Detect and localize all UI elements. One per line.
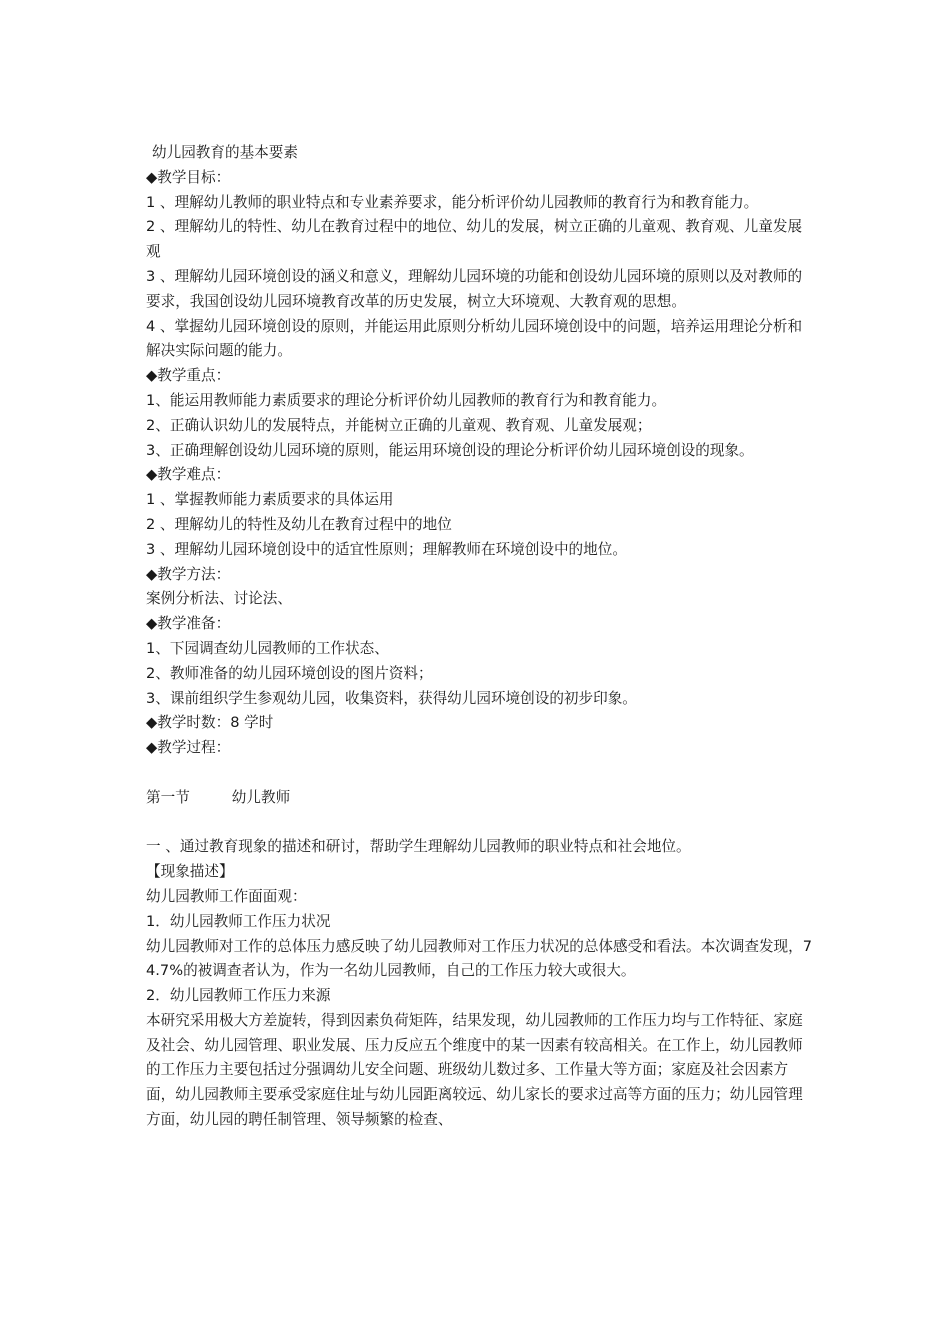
preparation-heading: ◆教学准备： — [146, 615, 231, 633]
section-heading — [146, 786, 814, 811]
sub1-paragraph: 幼儿园教师对工作的总体压力感反映了幼儿园教师对工作压力状况的总体感受和看法。本次调查发现，74.7%的被调查者认为，作为一名幼儿园教师，自己的工作压力较大或很大。 — [146, 937, 813, 980]
part-one-subtitle: 幼儿园教师工作面面观： — [146, 887, 307, 905]
objective-item-2: 2 、理解幼儿的特性、幼儿在教育过程中的地位、幼儿的发展，树立正确的儿童观、教育观、儿童发展观 — [146, 218, 803, 261]
sub1-heading: 1．幼儿园教师工作压力状况 — [146, 912, 331, 930]
key-points-heading: ◆教学重点： — [146, 367, 231, 385]
methods-heading: ◆教学方法： — [146, 565, 231, 583]
document-title: 幼儿园教育的基本要素 — [152, 144, 298, 161]
process-heading: ◆教学过程： — [146, 739, 231, 757]
methods-text: 案例分析法、讨论法、 — [146, 590, 292, 608]
sub2-heading: 2．幼儿园教师工作压力来源 — [146, 987, 331, 1005]
blank-line — [146, 761, 814, 786]
difficulties-heading: ◆教学难点： — [146, 466, 231, 484]
objective-item-4: 4 、掌握幼儿园环境创设的原则，并能运用此原则分析幼儿园环境创设中的问题，培养运用理论分析和解决实际问题的能力。 — [146, 317, 803, 360]
preparation-item-1: 1、下园调查幼儿园教师的工作状态、 — [146, 639, 389, 657]
section-name: 幼儿教师 — [231, 788, 291, 806]
document-page — [146, 141, 814, 1133]
sub2-paragraph: 本研究采用极大方差旋转，得到因素负荷矩阵，结果发现，幼儿园教师的工作压力均与工作特征、家庭及社会、幼儿园管理、职业发展、压力反应五个维度中的某一因素有较高相关。在工作上，幼儿园教师的工作压力主要包括过分强调幼儿安全问题、班级幼儿数过多、工作量大等方面；家庭及社会因素方面，幼儿园教师主要承受家庭住址与幼儿园距离较远、幼儿家长的要求过高等方面的压力；幼儿园管理方面，幼儿园的聘任制管理、领导频繁的检查、 — [146, 1011, 803, 1129]
section-number: 第一节 — [146, 788, 190, 806]
phenomenon-heading: 【现象描述】 — [146, 863, 234, 881]
difficulty-item-3: 3 、理解幼儿园环境创设中的适宜性原则；理解教师在环境创设中的地位。 — [146, 540, 627, 558]
objectives-heading: ◆教学目标： — [146, 168, 231, 186]
part-one-intro: 一 、通过教育现象的描述和研讨，帮助学生理解幼儿园教师的职业特点和社会地位。 — [146, 838, 691, 856]
key-point-item-3: 3、正确理解创设幼儿园环境的原则，能运用环境创设的理论分析评价幼儿园环境创设的现象。 — [146, 441, 754, 459]
preparation-item-2: 2、教师准备的幼儿园环境创设的图片资料； — [146, 664, 433, 682]
key-point-item-1: 1、能运用教师能力素质要求的理论分析评价幼儿园教师的教育行为和教育能力。 — [146, 391, 667, 409]
objective-item-3: 3 、理解幼儿园环境创设的涵义和意义，理解幼儿园环境的功能和创设幼儿园环境的原则以及对教师的要求，我国创设幼儿园环境教育改革的历史发展，树立大环境观、大教育观的思想。 — [146, 267, 803, 310]
difficulty-item-1: 1 、掌握教师能力素质要求的具体运用 — [146, 491, 394, 509]
hours-line: ◆教学时数：8 学时 — [146, 714, 274, 732]
objective-item-1: 1 、理解幼儿教师的职业特点和专业素养要求，能分析评价幼儿园教师的教育行为和教育能力。 — [146, 193, 759, 211]
blank-line — [146, 811, 814, 836]
key-point-item-2: 2、正确认识幼儿的发展特点，并能树立正确的儿童观、教育观、儿童发展观； — [146, 416, 652, 434]
preparation-item-3: 3、课前组织学生参观幼儿园，收集资料，获得幼儿园环境创设的初步印象。 — [146, 689, 637, 707]
difficulty-item-2: 2 、理解幼儿的特性及幼儿在教育过程中的地位 — [146, 515, 452, 533]
